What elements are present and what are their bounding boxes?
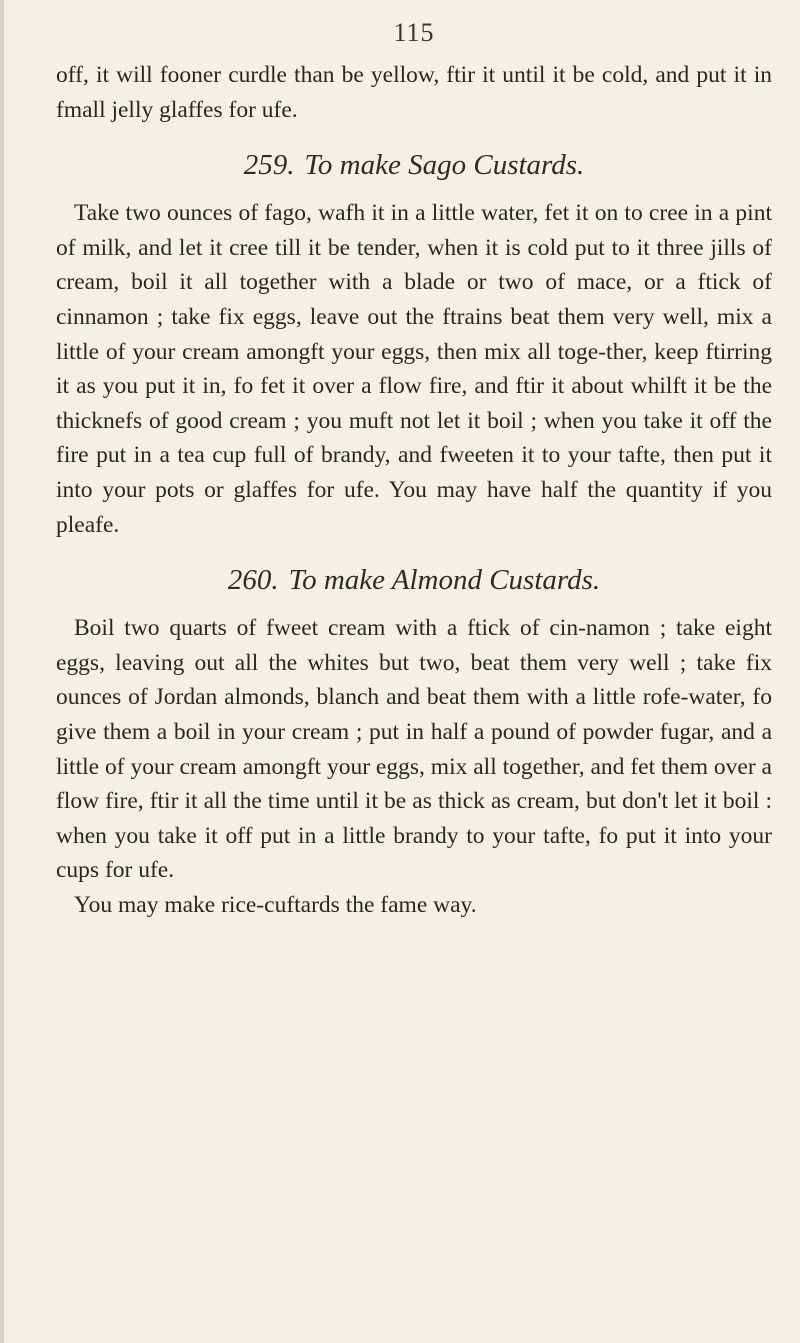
recipe-paragraph: Boil two quarts of fweet cream with a ftick of cin-namon ; take eight eggs, leaving out all the whites but two, beat them very well ; take fix ounces of Jordan almonds, blanch and beat them with a little rofe-water, fo give them a boil in your cream ; put in half a pound of powder fugar, and a little of your cream amongft your eggs, mix all together, and fet them over a flow fire, ftir it all the time until it be as thick as cream, but don't let it boil : when you take it off put in a little brandy to your tafte, fo put it into your cups for ufe. [56,615,772,884]
recipe-heading [56,149,772,182]
recipe-note: You may make rice-cuftards the fame way. [74,891,477,918]
recipe-259 [56,149,772,542]
book-page [56,18,772,922]
recipe-title: To make Sago Custards. [304,149,585,182]
recipe-number: 260. [227,564,279,597]
recipe-title: To make Almond Custards. [288,564,601,597]
recipe-heading [56,564,772,597]
recipe-number: 259. [243,149,295,182]
recipe-260 [56,564,772,922]
page-number: 115 [393,18,435,47]
page-edge [0,0,4,1343]
recipe-paragraph: Take two ounces of fago, wafh it in a little water, fet it on to cree in a pint of milk, and let it cree till it be tender, when it is cold put to it three jills of cream, boil it all together with a blade or two of mace, or a ftick of cinnamon ; take fix eggs, leave out the ftrains beat them very well, mix a little of your cream amongft your eggs, then mix all toge-ther, keep ftirring it as you put it in, fo fet it over a flow fire, and ftir it about whilft it be the thicknefs of good cream ; you muft not let it boil ; when you take it off the fire put in a tea cup full of brandy, and fweeten it to your tafte, then put it into your pots or glaffes for ufe. You may have half the quantity if you pleafe. [56,200,772,538]
continuation-paragraph: off, it will fooner curdle than be yellow, ftir it until it be cold, and put it in fmall jelly glaffes for ufe. [56,62,772,123]
